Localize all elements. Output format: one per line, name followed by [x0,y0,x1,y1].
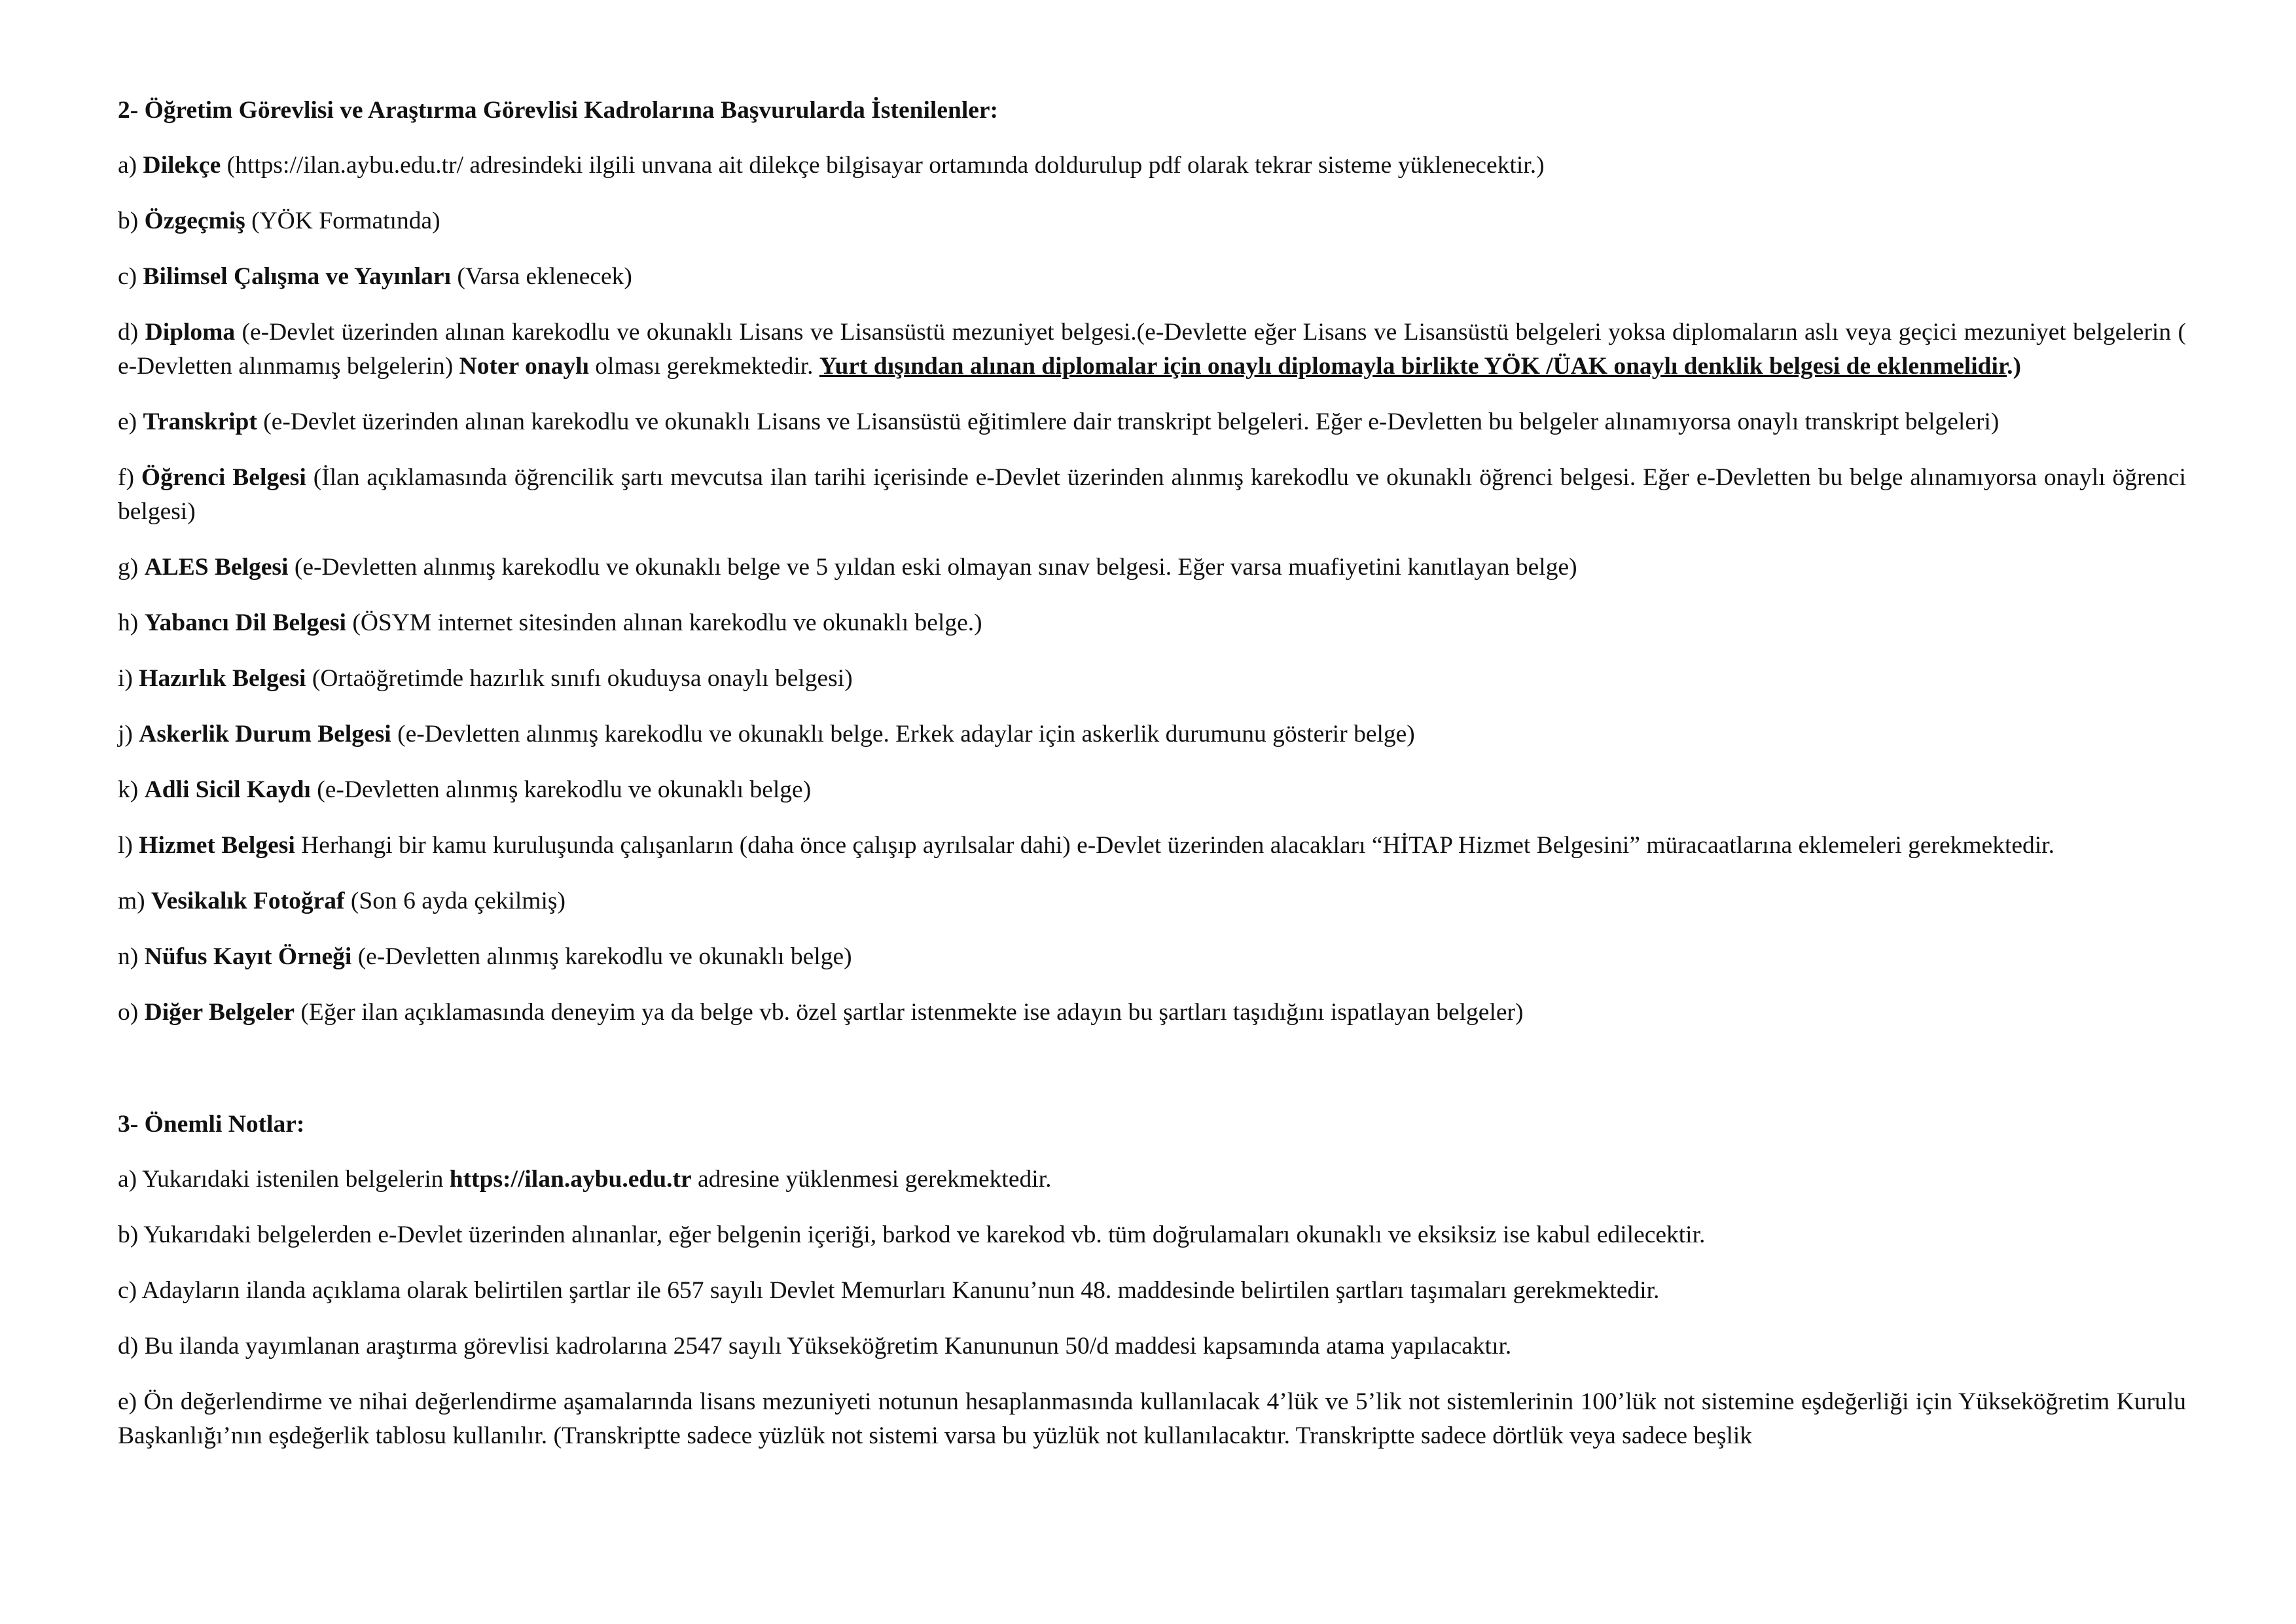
list-item-a-dilekce: a) Dilekçe (https://ilan.aybu.edu.tr/ adresindeki ilgili unvana ait dilekçe bilgisayar ortamında doldurulup pdf olarak tekrar sisteme yüklenecektir.) [118,152,1545,179]
note-item-c: c) Adayların ilanda açıklama olarak belirtilen şartlar ile 657 sayılı Devlet Memurları Kanunu’nun 48. maddesinde belirtilen şartları taşımaları gerekmektedir. [118,1277,1660,1304]
note-item-e: e) Ön değerlendirme ve nihai değerlendirme aşamalarında lisans mezuniyeti notunun hesaplanmasında kullanılacak 4’lük ve 5’lik not sistemlerinin 100’lük not sistemine eşdeğerliği için Yükseköğretim Kurulu Başkanlığı’nın eşdeğerlik tablosu kullanılır. (Transkriptte sadece yüzlük not sistemi varsa bu yüzlük not kullanılacaktır. Transkriptte sadece dörtlük veya sadece beşlik [118,1388,2186,1449]
list-item-b-ozgecmis: b) Özgeçmiş (YÖK Formatında) [118,208,440,234]
list-item-k-adli-sicil: k) Adli Sicil Kaydı (e-Devletten alınmış karekodlu ve okunaklı belge) [118,776,812,803]
diploma-foreign-notice: Yurt dışından alınan diplomalar için onaylı diplomayla birlikte YÖK /ÜAK onaylı denklik belgesi de eklenmelidir [819,353,2007,380]
list-item-i-hazirlik: i) Hazırlık Belgesi (Ortaöğretimde hazırlık sınıfı okuduysa onaylı belgesi) [118,665,853,692]
list-item-d-diploma: d) Diploma (e-Devlet üzerinden alınan karekodlu ve okunaklı Lisans ve Lisansüstü mezuniyet belgesi.(e-Devlette eğer Lisans ve Lisansüstü belgeleri yoksa diplomaların aslı veya geçici mezuniyet belgelerin ( e-Devletten alınmamış belgelerin) Noter onaylı olması gerekmektedir. Yurt dışından alınan diplomalar için onaylı diplomayla birlikte YÖK /ÜAK onaylı denklik belgesi de eklenmelidir.) [118,319,2186,380]
list-item-o-diger-belgeler: o) Diğer Belgeler (Eğer ilan açıklamasında deneyim ya da belge vb. özel şartlar istenmekte ise adayın bu şartları taşıdığını ispatlayan belgeler) [118,999,1524,1026]
list-item-m-fotograf: m) Vesikalık Fotoğraf (Son 6 ayda çekilmiş) [118,888,565,914]
note-item-a: a) Yukarıdaki istenilen belgelerin https://ilan.aybu.edu.tr adresine yüklenmesi gerekmektedir. [118,1166,1052,1193]
list-item-n-nufus-kayit: n) Nüfus Kayıt Örneği (e-Devletten alınmış karekodlu ve okunaklı belge) [118,943,852,970]
note-item-b: b) Yukarıdaki belgelerden e-Devlet üzerinden alınanlar, eğer belgenin içeriği, barkod ve karekod vb. tüm doğrulamaları okunaklı ve eksiksiz ise kabul edilecektir. [118,1221,1706,1248]
section-3-heading: 3- Önemli Notlar: [118,1111,305,1138]
list-item-f-ogrenci-belgesi: f) Öğrenci Belgesi (İlan açıklamasında öğrencilik şartı mevcutsa ilan tarihi içerisinde e-Devlet üzerinden alınmış karekodlu ve okunaklı öğrenci belgesi. Eğer e-Devletten bu belge alınamıyorsa onaylı öğrenci belgesi) [118,464,2187,525]
document-page [118,94,2186,1475]
section-spacer [118,1051,2186,1108]
list-item-j-askerlik: j) Askerlik Durum Belgesi (e-Devletten alınmış karekodlu ve okunaklı belge. Erkek adaylar için askerlik durumunu gösterir belge) [118,721,1415,748]
list-item-h-yabanci-dil: h) Yabancı Dil Belgesi (ÖSYM internet sitesinden alınan karekodlu ve okunaklı belge.) [118,609,982,636]
note-item-d: d) Bu ilanda yayımlanan araştırma görevlisi kadrolarına 2547 sayılı Yükseköğretim Kanununun 50/d maddesi kapsamında atama yapılacaktır. [118,1333,1512,1360]
list-item-c-bilimsel-calisma: c) Bilimsel Çalışma ve Yayınları (Varsa eklenecek) [118,263,632,290]
list-item-l-hizmet-belgesi: l) Hizmet Belgesi Herhangi bir kamu kuruluşunda çalışanların (daha önce çalışıp ayrılsalar dahi) e-Devlet üzerinden alacakları “HİTAP Hizmet Belgesini” müracaatlarına eklemeleri gerekmektedir. [118,832,2054,859]
list-item-e-transkript: e) Transkript (e-Devlet üzerinden alınan karekodlu ve okunaklı Lisans ve Lisansüstü eğitimlere dair transkript belgeleri. Eğer e-Devletten bu belgeler alınamıyorsa onaylı transkript belgeleri) [118,408,2000,435]
list-item-g-ales-belgesi: g) ALES Belgesi (e-Devletten alınmış karekodlu ve okunaklı belge ve 5 yıldan eski olmayan sınav belgesi. Eğer varsa muafiyetini kanıtlayan belge) [118,554,1577,581]
application-url[interactable]: https://ilan.aybu.edu.tr [449,1166,692,1193]
section-2-heading: 2- Öğretim Görevlisi ve Araştırma Görevlisi Kadrolarına Başvurularda İstenilenler: [118,97,999,124]
